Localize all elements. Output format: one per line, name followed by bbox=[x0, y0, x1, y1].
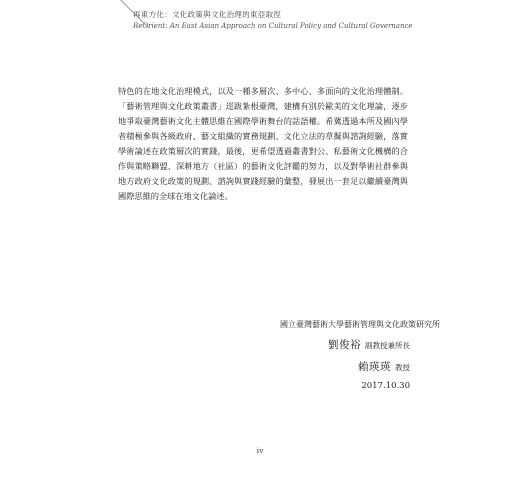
running-header-title-zh: 再東方化：文化政策與文化治理的東亞取徑 bbox=[133, 10, 282, 19]
signature-institution: 國立臺灣藝術大學藝術管理與文化政策研究所 bbox=[280, 320, 440, 329]
body-paragraph: 特色的在地文化治理模式，以及一種多層次、多中心、多面向的文化治理體制。「藝術管理與文化政策叢書」逕跋紮根臺灣，建構有別於歐美的文化理論，逐步地爭取臺灣藝術文化主體思維在國際學術舞台的話語權。希冀透過本所及國內學者積極參與各級政府、藝文組織的實務規劃、文化立法的草擬與諮詢經驗，落實學術論述在政策層次的實踐，最後，更希望透過叢書對公、私藝術文化機構的合作與策略聯盟、深耕地方（社區）的藝術文化評鑑的努力，以及對學術社群參與地方政府文化政策的規劃、諮詢與實踐經驗的彙整，發展出一套足以繼續臺灣與國際思維的全球在地文化論述。 bbox=[118, 86, 408, 201]
body-text bbox=[118, 84, 408, 204]
signature-row-1 bbox=[280, 334, 410, 354]
signer-title: 副教授兼所長 bbox=[365, 341, 410, 350]
signature-row-2 bbox=[280, 356, 410, 376]
signer-name: 劉俊裕 bbox=[328, 339, 361, 351]
page-number: iv bbox=[256, 446, 264, 455]
signature-block bbox=[280, 318, 440, 394]
signer-title: 教授 bbox=[395, 363, 410, 372]
signer-name: 賴瑛瑛 bbox=[358, 361, 391, 373]
running-header bbox=[133, 10, 413, 31]
running-header-title-en: ReOrient: An East Asian Approach on Cultural Policy and Cultural Governance bbox=[133, 22, 413, 30]
signature-date: 2017.10.30 bbox=[361, 381, 410, 391]
